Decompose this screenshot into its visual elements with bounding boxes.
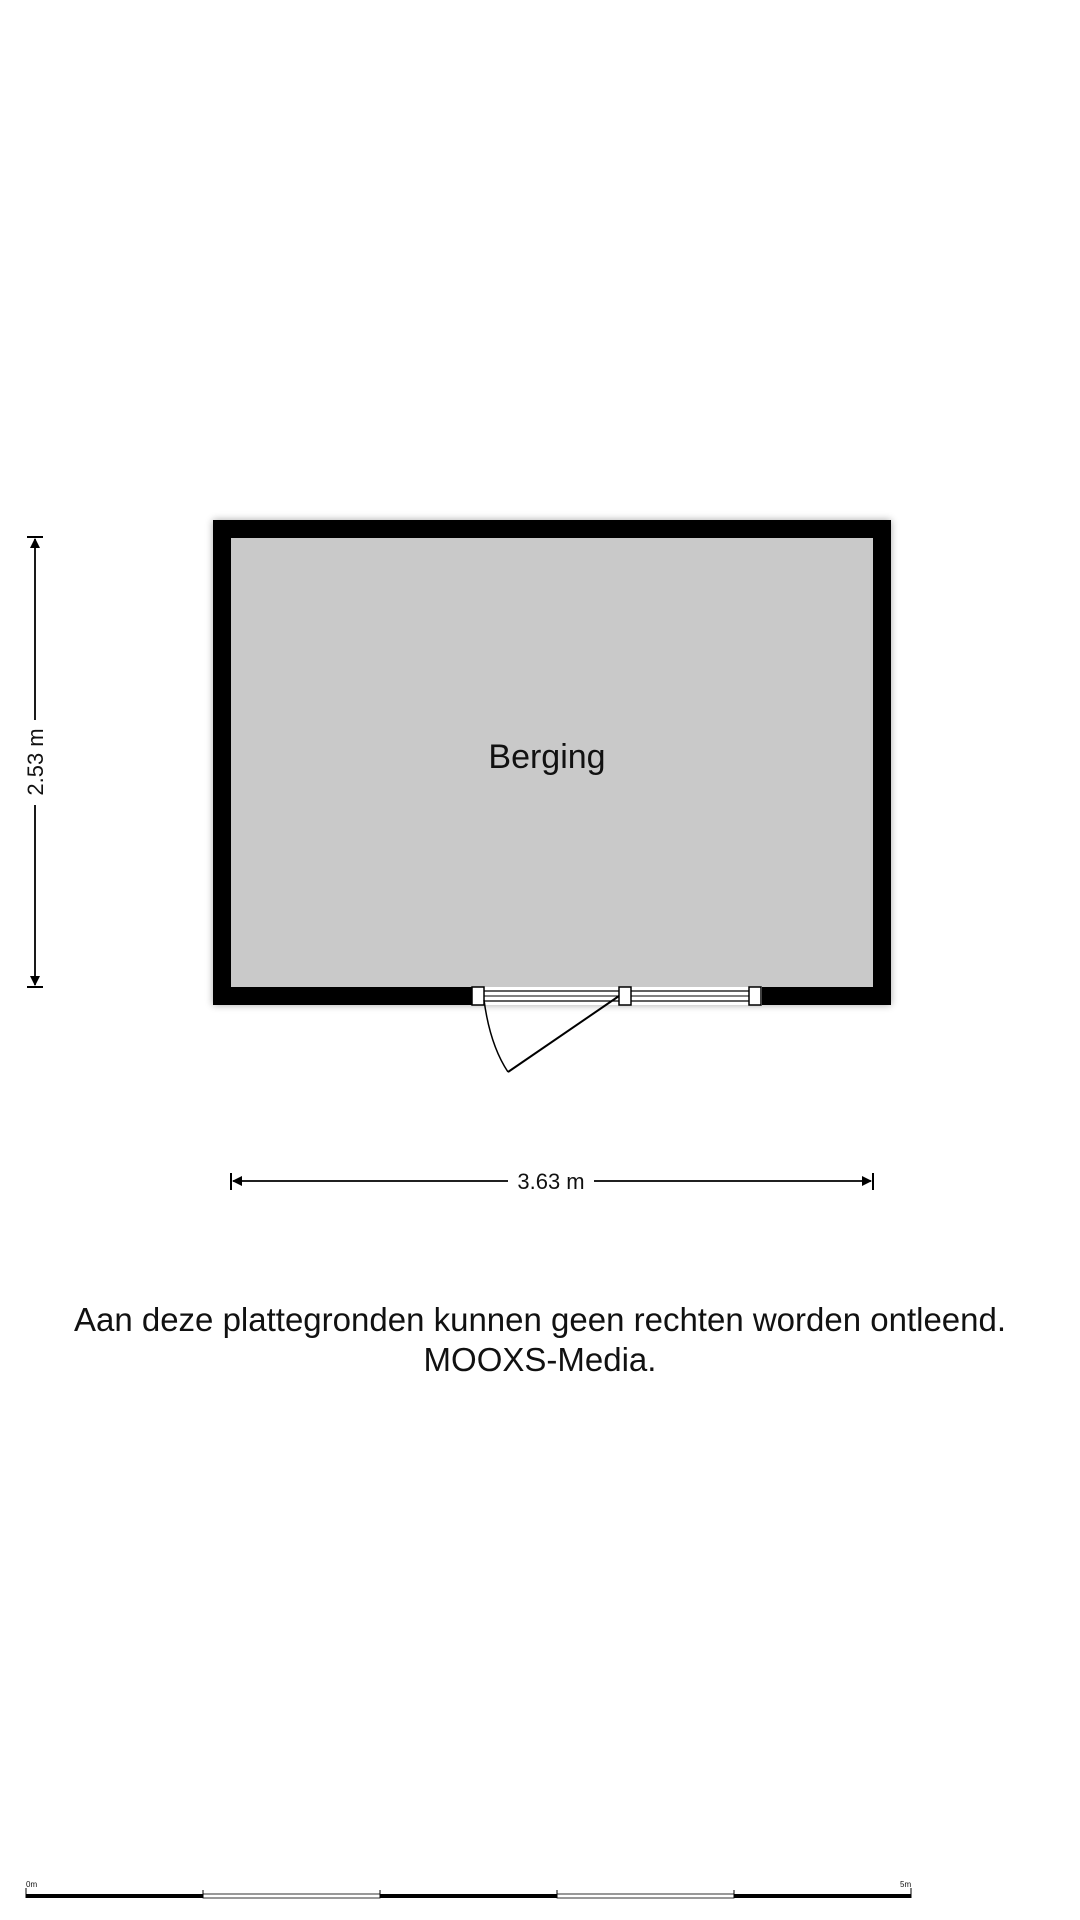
door-jamb-center xyxy=(619,987,631,1005)
height-dimension-label: 2.53 m xyxy=(23,728,48,796)
scale-bar xyxy=(26,1880,911,1898)
scale-segment-2 xyxy=(203,1894,380,1898)
width-dimension-label: 3.63 m xyxy=(517,1169,585,1194)
width-dimension xyxy=(231,1169,873,1194)
door-leaf xyxy=(508,996,619,1072)
scale-segment-3 xyxy=(380,1894,557,1898)
door-opening xyxy=(472,987,762,1072)
room-label: Berging xyxy=(488,738,606,776)
scale-start-label: 0m xyxy=(26,1880,38,1889)
disclaimer-line-1: Aan deze plattegronden kunnen geen rechten worden ontleend. xyxy=(73,1301,1007,1338)
door-swing-arc xyxy=(484,1000,508,1072)
door-jamb-left xyxy=(472,987,484,1005)
scale-segment-5 xyxy=(734,1894,911,1898)
scale-segment-1 xyxy=(26,1894,203,1898)
door-jamb-right xyxy=(749,987,761,1005)
disclaimer-line-2: MOOXS-Media. xyxy=(423,1341,657,1378)
disclaimer xyxy=(0,1300,1080,1380)
height-dimension xyxy=(23,537,48,987)
scale-segment-4 xyxy=(557,1894,734,1898)
scale-end-label: 5m xyxy=(900,1880,912,1889)
